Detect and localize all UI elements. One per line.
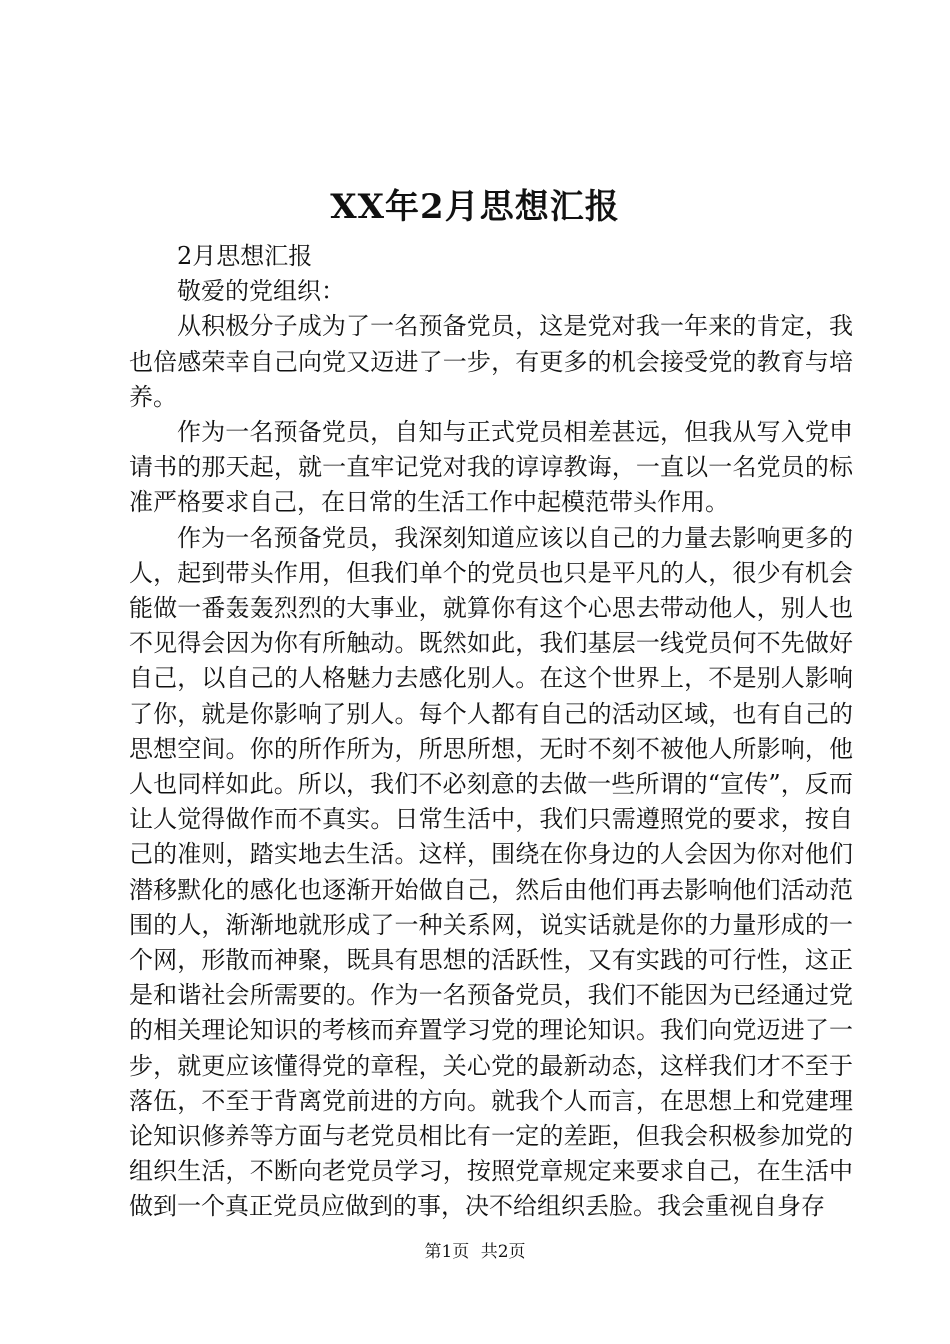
paragraph: 从积极分子成为了一名预备党员，这是党对我一年来的肯定，我也倍感荣幸自己向党又迈进了一步，有更多的机会接受党的教育与培养。 <box>129 312 853 411</box>
document-title: XX年2月思想汇报 <box>330 187 620 227</box>
page-total: 共2页 <box>480 1242 526 1262</box>
paragraph: 作为一名预备党员，我深刻知道应该以自己的力量去影响更多的人，起到带头作用，但我们单个的党员也只是平凡的人，很少有机会能做一番轰轰烈烈的大事业，就算你有这个心思去带动他人，别人也不见得会因为你有所触动。既然如此，我们基层一线党员何不先做好自己，以自己的人格魅力去感化别人。在这个世界上，不是别人影响了你，就是你影响了别人。每个人都有自己的活动区域，也有自己的思想空间。你的所作所为，所思所想，无时不刻不被他人所影响，他人也同样如此。所以，我们不必刻意的去做一些所谓的“宣传”，反而让人觉得做作而不真实。日常生活中，我们只需遵照党的要求，按自己的准则，踏实地去生活。这样，围绕在你身边的人会因为你对他们潜移默化的感化也逐渐开始做自己，然后由他们再去影响他们活动范围的人，渐渐地就形成了一种关系网，说实话就是你的力量形成的一个网，形散而神聚，既具有思想的活跃性，又有实践的可行性，这正是和谐社会所需要的。作为一名预备党员，我们不能因为已经通过党的相关理论知识的考核而弃置学习党的理论知识。我们向党迈进了一步，就更应该懂得党的章程，关心党的最新动态，这样我们才不至于落伍，不至于背离党前进的方向。就我个人而言，在思想上和党建理论知识修养等方面与老党员相比有一定的差距，但我会积极参加党的组织生活，不断向老党员学习，按照党章规定来要求自己，在生活中做到一个真正党员应做到的事，决不给组织丢脸。我会重视自身存 <box>129 523 853 1221</box>
paragraph: 敬爱的党组织： <box>177 277 345 306</box>
page-number: 第1页 <box>424 1242 470 1262</box>
paragraph: 2月思想汇报 <box>177 242 313 270</box>
page-footer <box>0 1240 950 1264</box>
paragraph: 作为一名预备党员，自知与正式党员相差甚远，但我从写入党申请书的那天起，就一直牢记党对我的谆谆教诲，一直以一名党员的标准严格要求自己，在日常的生活工作中起模范带头作用。 <box>129 418 853 517</box>
document-body <box>129 239 853 1225</box>
